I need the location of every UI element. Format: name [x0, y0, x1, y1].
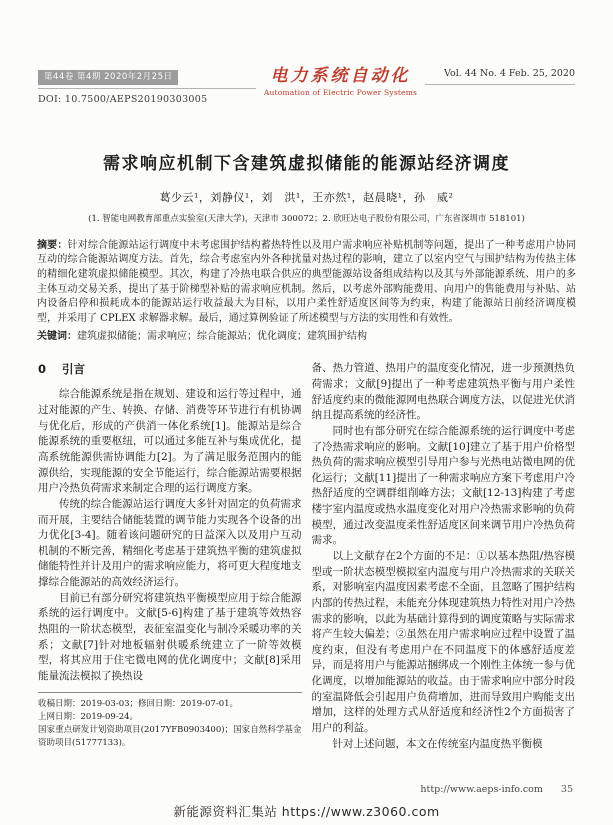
- authors-line: 葛少云¹，刘静仪¹，刘 洪¹，王亦然¹，赵晨晓¹，孙 威²: [159, 190, 454, 204]
- section-title: 引言: [62, 362, 86, 377]
- abstract-text: 针对综合能源站运行调度中未考虑围护结构蓄热特性以及用户需求响应补贴机制等问题，提出了一种考虑用户协同互动的综合能源站调度方法。首先，综合考虑室内外各种扰量对热过程的影响，建立了以室内空气与围护结构为传热主体的精细化建筑虚拟储能模型。其次，构建了冷热电联合供应的典型能源站设备组成结构以及其与外部能源系统、用户的多主体互动交易关系，提出了基于阶梯型补贴的需求响应机制。然后，以考虑外部购能费用、向用户的售能费用与补贴、站内设备启停和损耗成本的能源站运行收益最大为目标，以用户柔性舒适度区间等为约束，构建了能源站日前经济调度模型，并采用了 CPLEX 求解器求解。最后，通过算例验证了所述模型与方法的实用性和有效性。: [37, 239, 577, 324]
- body-paragraph: 传统的综合能源站运行调度大多针对固定的负荷需求而开展，主要结合储能装置的调节能力实现各个设备的出力优化[3-4]。随着该问题研究的日益深入以及用户互动机制的不断完善，精细化考虑基于建筑热平衡的建筑虚拟储能特性并计及用户的需求响应能力，将可更大程度地支撑综合能源站的高效经济运行。: [38, 497, 302, 589]
- keywords-block: [37, 330, 576, 345]
- article-title: 需求响应机制下含建筑虚拟储能的能源站经济调度: [103, 153, 510, 174]
- header-left: [38, 64, 256, 105]
- issue-badge: 第44卷 第4期 2020年2月25日: [38, 70, 178, 85]
- page-number: 35: [560, 784, 573, 795]
- body-paragraph: 针对上述问题，本文在传统室内温度热平衡模: [332, 737, 543, 750]
- body-paragraph: 以上文献存在2个方面的不足：①以基本热阻/热容模型或一阶状态模型模拟室内温度与用户冷热需求的关联关系，对影响室内温度因素考虑不全面，且忽略了围护结构内部的传热过程，未能充分体现建筑热力特性对用户冷热需求的影响，以此为基础计算得到的调度策略与实际需求将产生较大偏差；②虽然在用户需求响应过程中设置了温度约束，但没有考虑用户在不同温度下的体感舒适度差异，而是将用户与能源站捆绑成一个刚性主体统一参与优化调度，以增加能源站的收益。由于需求响应中部分时段的室温降低会引起用户负荷增加，进而导致用户购能支出增加，这样的处理方式从舒适度和经济性2个方面损害了用户的利益。: [311, 550, 575, 735]
- right-column: [312, 361, 576, 752]
- doi-text: DOI: 10.7500/AEPS20190303005: [38, 93, 208, 105]
- body-paragraph: 备、热力管道、热用户的温度变化情况，进一步预测热负荷需求；文献[9]提出了一种考虑建筑热平衡与用户柔性舒适度约束的微能源网电热联合调度方法，以促进光伏消纳且提高系统的经济性。: [311, 362, 575, 422]
- left-column: [38, 361, 302, 752]
- keywords-label: 关键词：: [37, 330, 77, 342]
- keywords-text: 建筑虚拟储能；需求响应；综合能源站；优化调度；建筑围护结构: [77, 330, 367, 342]
- footnote-block: [38, 692, 302, 751]
- body-paragraph: 目前已有部分研究将建筑热平衡模型应用于综合能源系统的运行调度中。文献[5-6]构建了基于建筑等效热容热阻的一阶状态模型，表征室温变化与制冷采暖功率的关系；文献[7]针对地板辐射供暖系统建立了一阶等效模型，将其应用于住宅微电网的优化调度中；文献[8]采用能量流法模拟了换热设: [38, 591, 302, 682]
- journal-logo: [256, 61, 425, 97]
- journal-title-en: Automation of Electric Power Systems: [263, 88, 418, 97]
- watermark-link[interactable]: 新能源资料汇集站 https://www.z3060.com: [173, 804, 440, 819]
- affiliation-line: (1. 智能电网教育部重点实验室(天津大学)，天津市 300072；2. 欣旺达电子股份有限公司，广东省深圳市 518101): [88, 213, 525, 224]
- journal-url-link[interactable]: http://www.aeps-info.com: [420, 784, 543, 795]
- body-columns: [38, 361, 575, 752]
- issue-badge-row: [38, 64, 256, 89]
- page-header: [38, 0, 575, 105]
- abstract-block: [37, 239, 576, 327]
- body-paragraph: 综合能源系统是指在规划、建设和运行等过程中，通过对能源的产生、转换、存储、消费等环节进行有机协调与优化后，形成的产供消一体化系统[1]。能源站是综合能源系统的重要枢纽，可以通过多能互补与集成优化，提高系统能源供需协调能力[2]。为了满足服务范围内的能源供给，实现能源的安全节能运行，综合能源站需要根据用户冷热负荷需求来制定合理的运行调度方案。: [38, 388, 302, 495]
- section-number: 0: [38, 362, 47, 377]
- journal-title-cn: 电力系统自动化: [270, 66, 411, 86]
- volume-info: Vol. 44 No. 4 Feb. 25, 2020: [425, 64, 575, 85]
- section-heading-introduction: [38, 361, 302, 378]
- abstract-label: 摘要：: [37, 239, 68, 251]
- footnote-online: 上网日期：2019-09-24。: [38, 711, 139, 722]
- header-right: [425, 64, 575, 85]
- body-paragraph: 同时也有部分研究在综合能源系统的运行调度中考虑了冷热需求响应的影响。文献[10]建立了基于用户价格型热负荷的需求响应模型引导用户参与光热电站微电网的优化运行；文献[11]提出了一种需求响应方案下考虑用户冷热舒适度的空调群组削峰方法；文献[12-13]构建了考虑楼宇室内温度或热水温度变化对用户冷热需求影响的负荷模型，通过改变温度柔性舒适度区间来调节用户冷热负荷需求。: [311, 424, 575, 547]
- footnote-funding: 国家重点研发计划资助项目(2017YFB0903400)；国家自然科学基金资助项目(51777133)。: [38, 724, 302, 749]
- footnote-received: 收稿日期：2019-03-03；修回日期：2019-07-01。: [38, 698, 239, 709]
- page-footer: [420, 784, 573, 795]
